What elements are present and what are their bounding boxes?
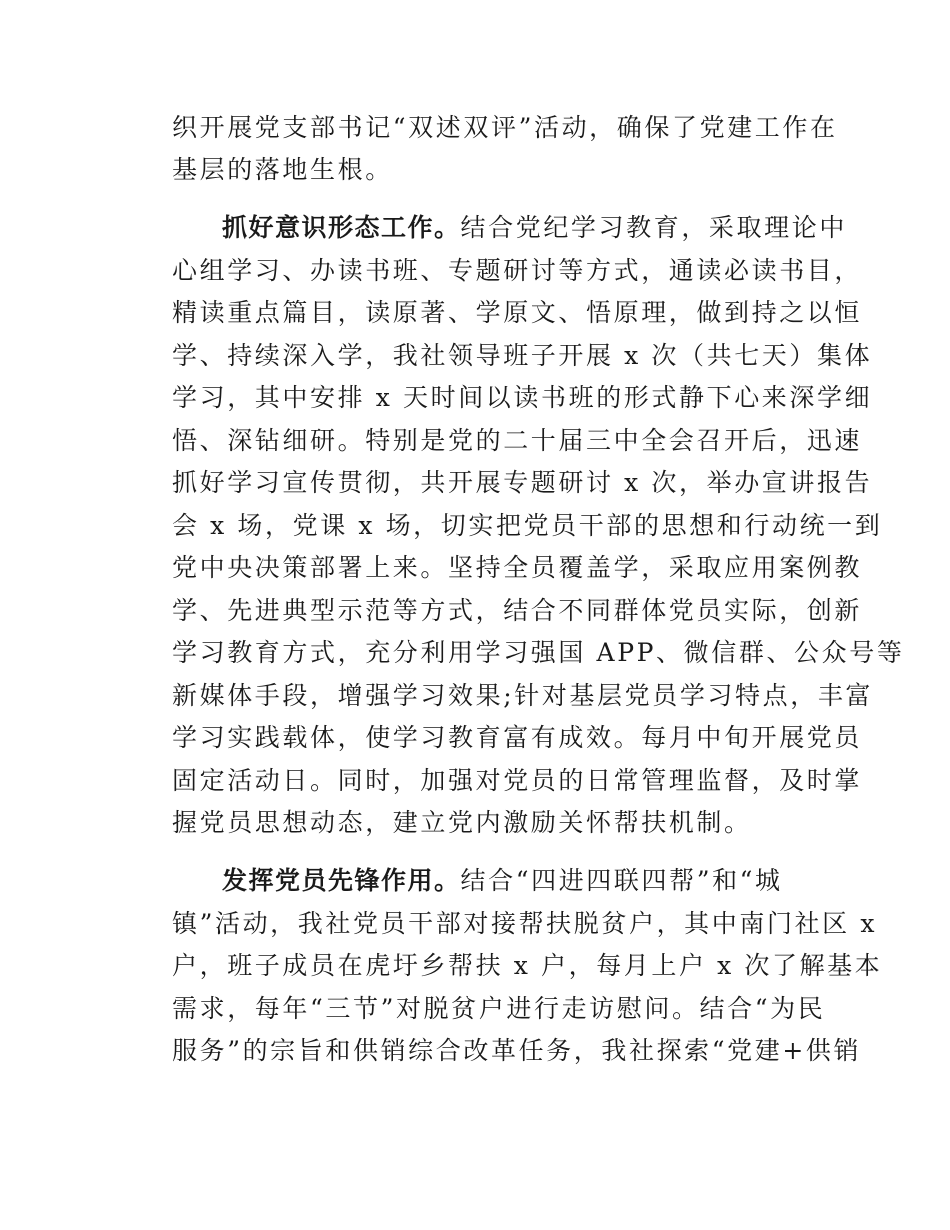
paragraph-2-heading: 抓好意识形态工作。 [222,213,461,242]
paragraph-2-line: 学、先进典型示范等方式，结合不同群体党员实际，创新 [172,596,863,625]
paragraph-2-line: 抓好学习宣传贯彻，共开展专题研讨 x 次，举办宣讲报告 [172,468,873,497]
paragraph-2-line: 学习实践载体，使学习教育富有成效。每月中旬开展党员 [172,723,863,752]
paragraph-2-line: 握党员思想动态，建立党内激励关怀帮扶机制。 [172,808,752,837]
paragraph-2-line: 党中央决策部署上来。坚持全员覆盖学，采取应用案例教 [172,553,863,582]
paragraph-2-line: 固定活动日。同时，加强对党员的日常管理监督，及时掌 [172,766,863,795]
paragraph-2-line: 新媒体手段，增强学习效果;针对基层党员学习特点，丰富 [172,681,874,710]
paragraph-2-line: 学、持续深入学，我社领导班子开展 x 次（共七天）集体 [172,341,873,370]
paragraph-2-line: 学习，其中安排 x 天时间以读书班的形式静下心来深学细 [172,383,873,412]
paragraph-2-line: 精读重点篇目，读原著、学原文、悟原理，做到持之以恒 [172,298,863,327]
paragraph-3-line: 镇”活动，我社党员干部对接帮扶脱贫户，其中南门社区 x [172,909,878,938]
paragraph-3-line: 需求，每年“三节”对脱贫户进行走访慰问。结合“为民 [172,994,826,1023]
paragraph-1-line-2: 基层的落地生根。 [172,155,393,184]
paragraph-2-line: 心组学习、办读书班、专题研讨等方式，通读必读书目， [172,256,863,285]
paragraph-3-first-text: 结合“四进四联四帮”和“城 [460,866,783,895]
paragraph-3-line: 户，班子成员在虎圩乡帮扶 x 户，每月上户 x 次了解基本 [172,951,883,980]
paragraph-2-line: 学习教育方式，充分利用学习强国 APP、微信群、公众号等 [172,638,905,667]
paragraph-2-first-text: 结合党纪学习教育，采取理论中 [460,213,847,242]
paragraph-2-line-1 [222,213,847,243]
paragraph-3-heading: 发挥党员先锋作用。 [222,866,461,895]
paragraph-1-line-1: 织开展党支部书记“双述双评”活动，确保了党建工作在 [172,113,838,142]
paragraph-2-line: 悟、深钻细研。特别是党的二十届三中全会召开后，迅速 [172,426,863,455]
paragraph-3-line-1 [222,866,783,896]
paragraph-2-line: 会 x 场，党课 x 场，切实把党员干部的思想和行动统一到 [172,511,883,540]
paragraph-3-line: 服务”的宗旨和供销综合改革任务，我社探索“党建+供销 [172,1036,862,1065]
